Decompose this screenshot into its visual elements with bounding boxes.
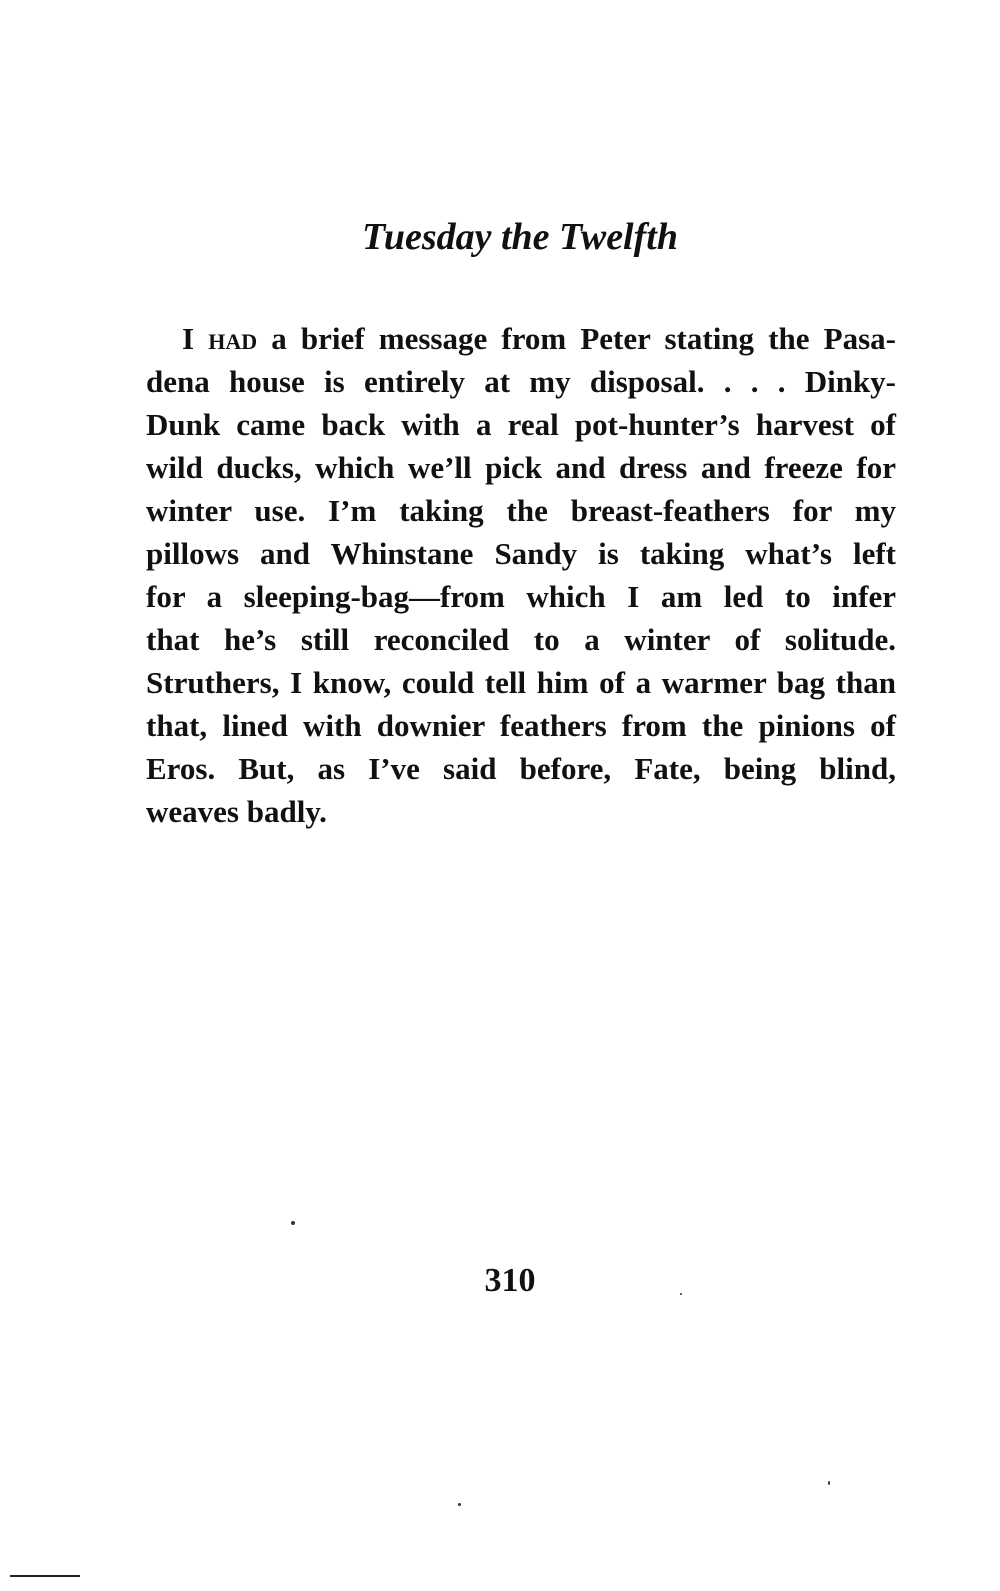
smallcaps-word: had (208, 321, 258, 356)
text-line: that he’s still reconciled to a winter of solitude. (146, 622, 896, 657)
scan-speck (828, 1481, 830, 1485)
scan-speck (458, 1503, 461, 1506)
text-line: winter use. I’m taking the breast-feathers for my (146, 493, 896, 528)
chapter-title: Tuesday the Twelfth (362, 216, 678, 258)
text-line: weaves badly. (146, 794, 327, 829)
text-line: I had a brief message from Peter stating the Pasa- (182, 321, 896, 356)
text-line: pillows and Whinstane Sandy is taking what’s left (146, 536, 896, 571)
text-line: Dunk came back with a real pot-hunter’s harvest of (146, 407, 896, 442)
scan-speck (291, 1221, 295, 1225)
text-line: wild ducks, which we’ll pick and dress and freeze for (146, 450, 896, 485)
body-paragraph (146, 317, 896, 833)
text-line: dena house is entirely at my disposal. . . . Dinky- (146, 364, 896, 399)
margin-rule (10, 1575, 80, 1577)
text-line: for a sleeping-bag—from which I am led to infer (146, 579, 896, 614)
text-line: Eros. But, as I’ve said before, Fate, being blind, (146, 751, 896, 786)
text-line: that, lined with downier feathers from the pinions of (146, 708, 896, 743)
text-line: Struthers, I know, could tell him of a warmer bag than (146, 665, 896, 700)
scan-speck (680, 1293, 682, 1295)
dropcap-word: I (182, 321, 209, 356)
page-number: 310 (484, 1262, 536, 1299)
